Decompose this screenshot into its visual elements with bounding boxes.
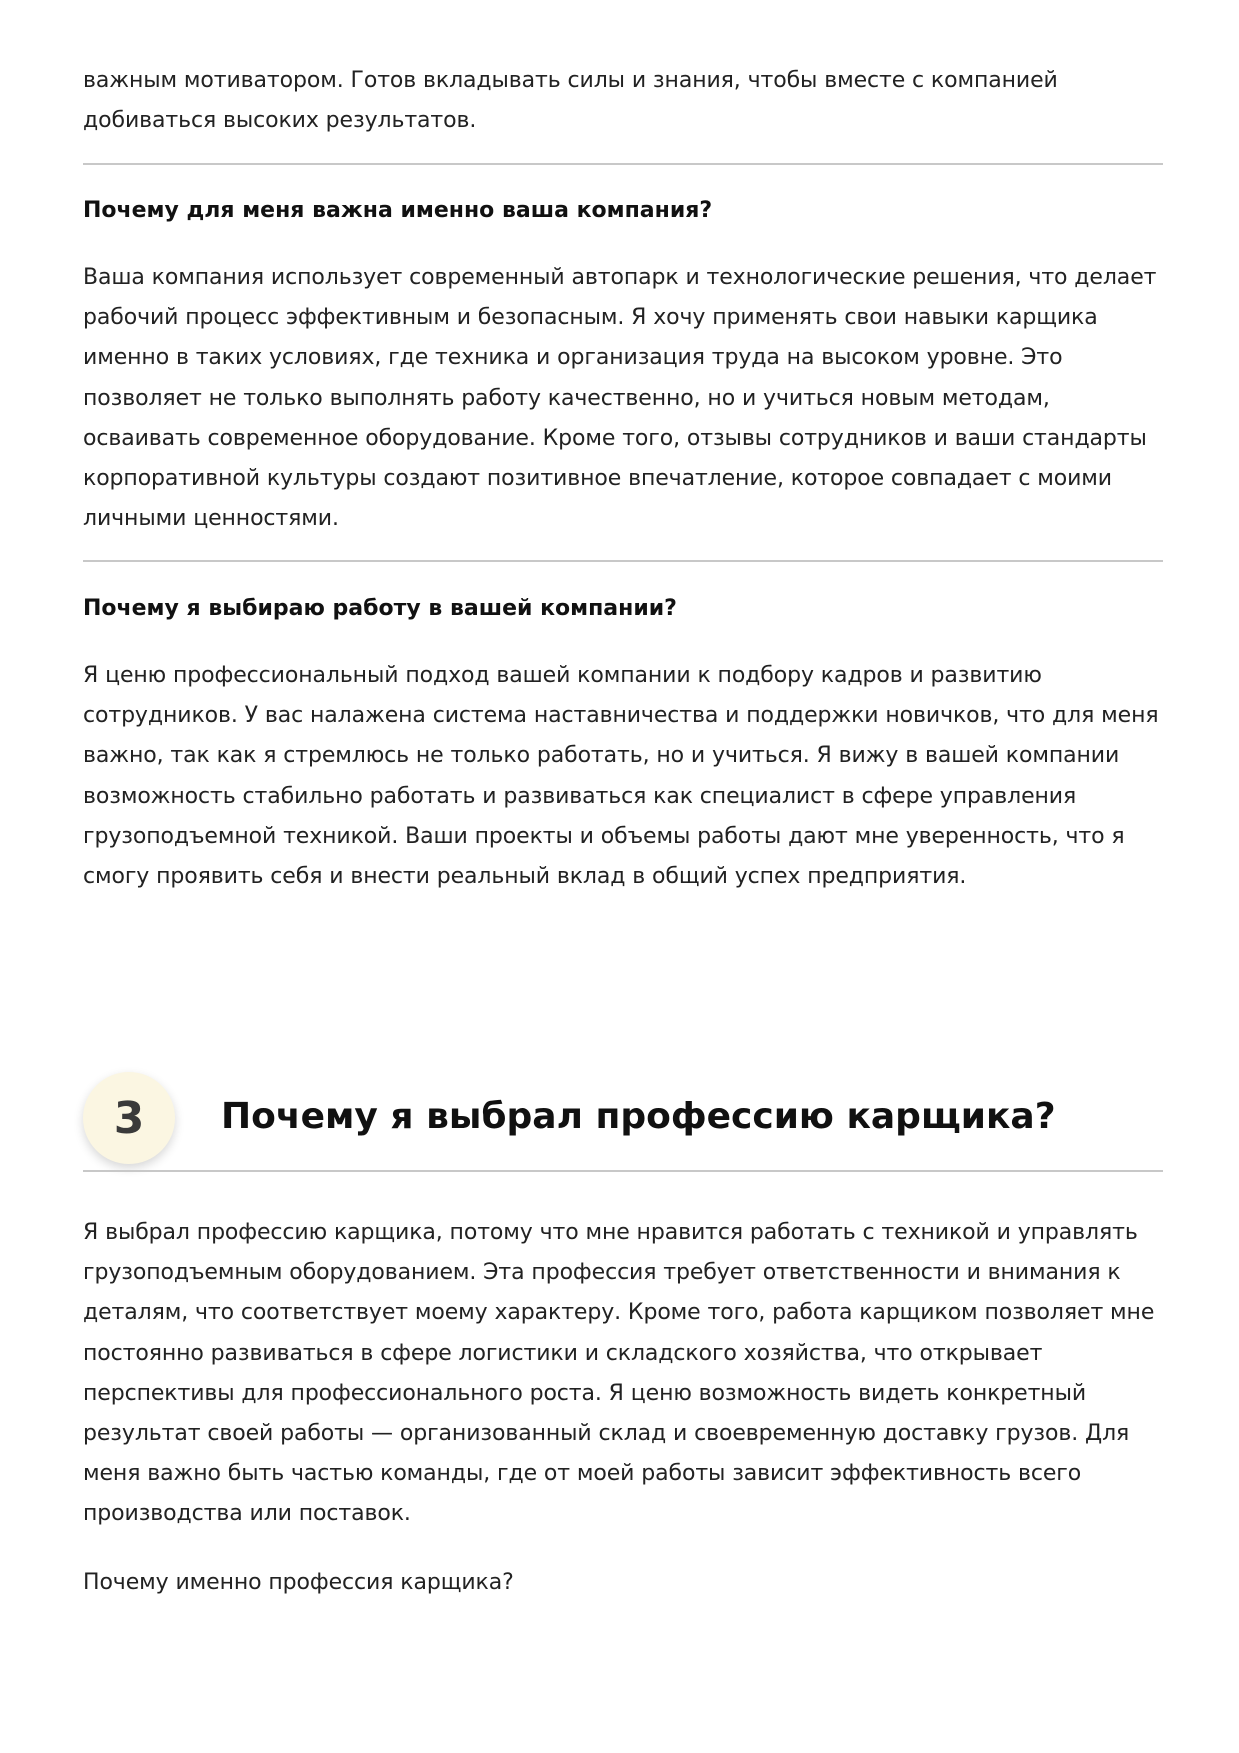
company-importance-heading: Почему для меня важна именно ваша компания? — [83, 198, 713, 223]
company-importance-section — [83, 196, 1163, 226]
choose-company-heading: Почему я выбираю работу в вашей компании? — [83, 596, 677, 621]
profession-subheading-section — [83, 1563, 1163, 1603]
choose-company-section — [83, 594, 1163, 624]
section-divider — [83, 1170, 1163, 1172]
choose-company-paragraph: Я ценю профессиональный подход вашей компании к подбору кадров и развитию сотрудников. У вас налажена система наставничества и поддержки новичков, что для меня важно, так как я стремлюсь не только работать, но и учиться. Я вижу в вашей компании возможность стабильно работать и развиваться как специалист в сфере управления грузоподъемной техникой. Ваши проекты и объемы работы дают мне уверенность, что я смогу проявить себя и внести реальный вклад в общий успех предприятия. — [83, 663, 1159, 890]
intro-paragraph: важным мотиватором. Готов вкладывать силы и знания, чтобы вместе с компанией добиваться высоких результатов. — [83, 68, 1058, 134]
profession-paragraph: Я выбрал профессию карщика, потому что мне нравится работать с техникой и управлять грузоподъемным оборудованием. Эта профессия требует ответственности и внимания к деталям, что соответствует моему характеру. Кроме того, работа карщиком позволяет мне постоянно развиваться в сфере логистики и складского хозяйства, что открывает перспективы для профессионального роста. Я ценю возможность видеть конкретный результат своей работы — организованный склад и своевременную доставку грузов. Для меня важно быть частью команды, где от моей работы зависит эффективность всего производства или поставок. — [83, 1220, 1155, 1527]
section-title: Почему я выбрал профессию карщика? — [221, 1096, 1056, 1137]
intro-section — [83, 61, 1163, 141]
choose-company-body — [83, 656, 1163, 897]
profession-subheading: Почему именно профессия карщика? — [83, 1570, 514, 1595]
profession-section-body — [83, 1213, 1163, 1535]
divider — [83, 163, 1163, 165]
company-importance-body — [83, 258, 1163, 539]
company-importance-paragraph: Ваша компания использует современный автопарк и технологические решения, что делает рабочий процесс эффективным и безопасным. Я хочу применять свои навыки карщика именно в таких условиях, где техника и организация труда на высоком уровне. Это позволяет не только выполнять работу качественно, но и учиться новым методам, осваивать современное оборудование. Кроме того, отзывы сотрудников и ваши стандарты корпоративной культуры создают позитивное впечатление, которое совпадает с моими личными ценностями. — [83, 265, 1157, 532]
section-3-header — [83, 1072, 1163, 1172]
divider — [83, 560, 1163, 562]
section-number-badge: 3 — [83, 1072, 175, 1164]
